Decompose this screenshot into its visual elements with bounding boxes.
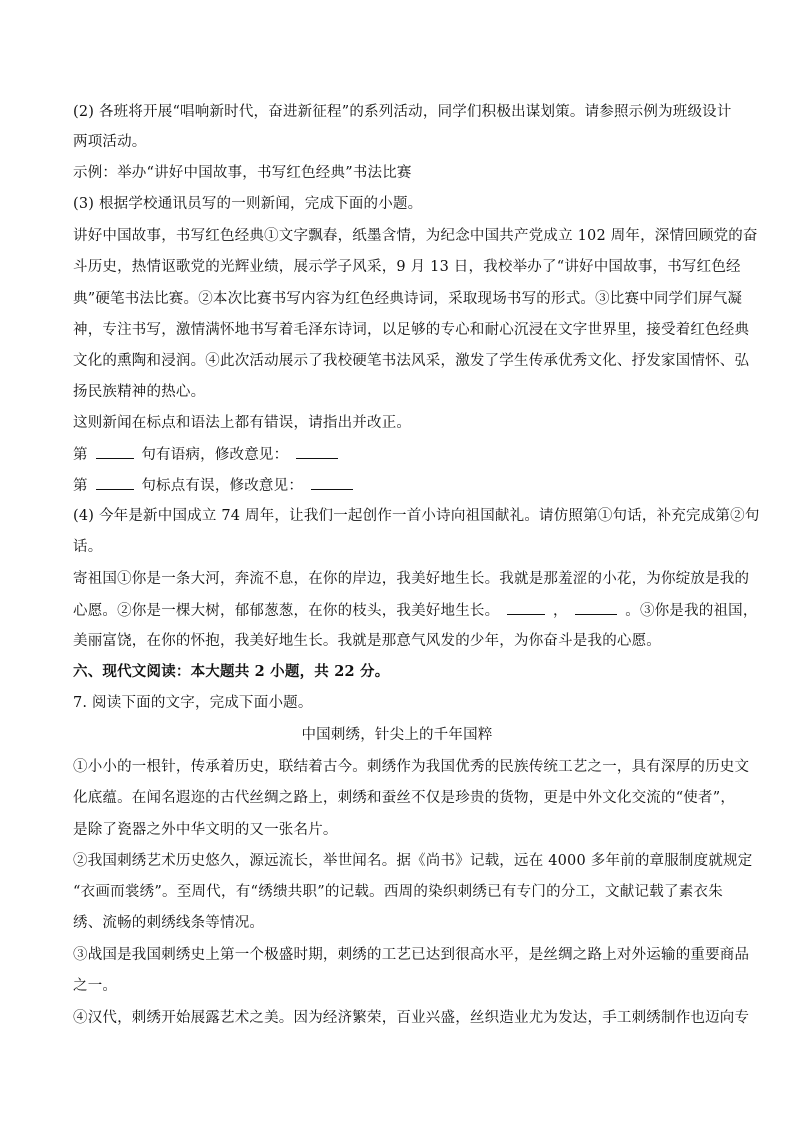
text-line: (2) 各班将开展“唱响新时代，奋进新征程”的系列活动，同学们积极出谋划策。请参照示例为班级设计 [73, 104, 732, 120]
paragraph-line: ④汉代，刺绣开始展露艺术之美。因为经济繁荣，百业兴盛，丝织造业尤为发达，手工刺绣制作也迈向专 [73, 1010, 750, 1026]
text-line: 典”硬笔书法比赛。②本次比赛书写内容为红色经典诗词，采取现场书写的形式。③比赛中同学们屏气凝 [73, 291, 743, 307]
sentence-number-blank[interactable] [96, 475, 134, 490]
paragraph-line: “衣画而裳绣”。至周代，有“绣缋共职”的记载。西周的染织刺绣已有专门的分工，文献记载了素衣朱 [73, 884, 723, 900]
text-line: (3) 根据学校通讯员写的一则新闻，完成下面的小题。 [73, 196, 423, 212]
label: 第 [73, 478, 88, 494]
poem-line [73, 600, 758, 621]
paragraph-line: ②我国刺绣艺术历史悠久，源远流长，举世闻名。据《尚书》记载，远在 4000 多年前的章服制度就规定 [73, 853, 753, 869]
text-line: 文化的熏陶和浸润。④此次活动展示了我校硬笔书法风采，激发了学生传承优秀文化、抒发家国情怀、弘 [73, 353, 750, 369]
article-title: 中国刺绣，针尖上的千年国粹 [301, 727, 493, 743]
revision-blank[interactable] [311, 475, 353, 490]
question-heading: 7. 阅读下面的文字，完成下面小题。 [73, 695, 313, 711]
poem-text: ， [552, 603, 568, 619]
text-line: 示例：举办“讲好中国故事，书写红色经典”书法比赛 [73, 165, 412, 181]
label: 第 [73, 447, 88, 463]
grammar-question [73, 444, 723, 465]
paragraph-line: 是除了瓷器之外中华文明的又一张名片。 [73, 822, 338, 838]
paragraph-line: 化底蕴。在闻名遐迩的古代丝绸之路上，刺绣和蚕丝不仅是珍贵的货物，更是中外文化交流的“使者”， [73, 790, 736, 806]
text-line: 讲好中国故事，书写红色经典①文字飘春，纸墨含情，为纪念中国共产党成立 102 周年，深情回顾党的奋 [73, 228, 758, 244]
poem-blank-2[interactable] [575, 600, 617, 615]
text-line: 神，专注书写，激情满怀地书写着毛泽东诗词，以足够的专心和耐心沉浸在文字世界里，接受着红色经典 [73, 322, 750, 338]
paragraph-line: ①小小的一根针，传承着历史，联结着古今。刺绣作为我国优秀的民族传统工艺之一，具有深厚的历史文 [73, 759, 750, 775]
text-line: 这则新闻在标点和语法上都有错误，请指出并改正。 [73, 415, 412, 431]
label: 句标点有误，修改意见： [141, 478, 304, 494]
sentence-number-blank[interactable] [96, 444, 134, 459]
paragraph-line: ③战国是我国刺绣史上第一个极盛时期，刺绣的工艺已达到很高水平，是丝绸之路上对外运输的重要商品 [73, 947, 750, 963]
poem-text: 心愿。②你是一棵大树，郁郁葱葱，在你的枝头，我美好地生长。 [73, 603, 500, 619]
section-heading: 六、现代文阅读：本大题共 2 小题，共 22 分。 [73, 663, 390, 680]
text-line: 扬民族精神的热心。 [73, 384, 206, 400]
punctuation-question [73, 475, 723, 496]
text-line: 话。 [73, 539, 103, 555]
poem-text: 。③你是我的祖国， [625, 603, 758, 619]
text-line: 斗历史，热情讴歌党的光辉业绩，展示学子风采，9 月 13 日，我校举办了“讲好中国故事，书写红色经 [73, 259, 741, 275]
paragraph-line: 绣、流畅的刺绣线条等情况。 [73, 915, 265, 931]
label: 句有语病，修改意见： [141, 447, 289, 463]
paragraph-line: 之一。 [73, 978, 118, 994]
text-line: 两项活动。 [73, 134, 147, 150]
text-line: (4) 今年是新中国成立 74 周年，让我们一起创作一首小诗向祖国献礼。请仿照第①句话，补充完成第②句 [73, 508, 760, 524]
poem-blank-1[interactable] [507, 600, 545, 615]
poem-line: 寄祖国①你是一条大河，奔流不息，在你的岸边，我美好地生长。我就是那羞涩的小花，为你绽放是我的 [73, 571, 750, 587]
poem-line: 美丽富饶，在你的怀抱，我美好地生长。我就是那意气风发的少年，为你奋斗是我的心愿。 [73, 633, 661, 649]
revision-blank[interactable] [296, 444, 338, 459]
